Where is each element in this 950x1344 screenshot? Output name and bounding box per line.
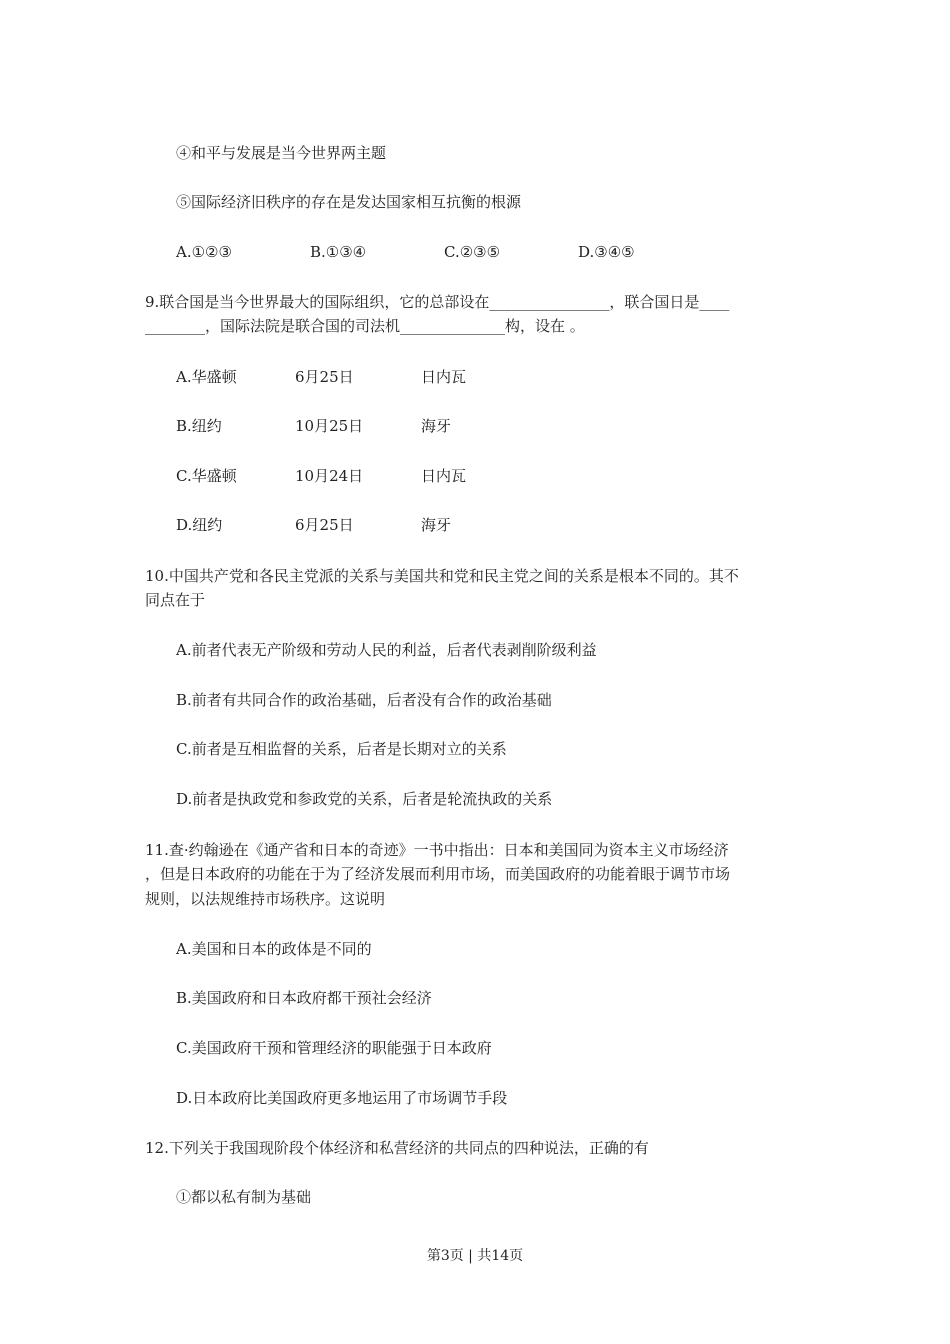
q11-stem-line-3: 规则，以法规维持市场秩序。这说明: [145, 890, 386, 908]
option-date: 6月25日: [295, 516, 354, 534]
q11-stem-line-2: ，但是日本政府的功能在于为了经济发展而利用市场，而美国政府的功能着眼于调节市场: [145, 865, 731, 883]
option-place: 海牙: [421, 516, 452, 534]
q8-option-b: B.①③④: [310, 243, 367, 261]
q12-stem: 12.下列关于我国现阶段个体经济和私营经济的共同点的四种说法，正确的有: [145, 1139, 649, 1157]
q10-option-d: D.前者是执政党和参政党的关系，后者是轮流执政的关系: [176, 790, 553, 808]
page-footer: 第3页 | 共14页: [426, 1248, 524, 1264]
q10-stem-line-1: 10.中国共产党和各民主党派的关系与美国共和党和民主党之间的关系是根本不同的。其不: [145, 567, 739, 585]
option-label: C.华盛顿: [176, 467, 237, 485]
q11-option-d: D.日本政府比美国政府更多地运用了市场调节手段: [176, 1089, 508, 1107]
q10-option-a: A.前者代表无产阶级和劳动人民的利益，后者代表剥削阶级利益: [176, 641, 597, 659]
option-date: 10月24日: [295, 467, 364, 485]
option-place: 日内瓦: [421, 368, 467, 386]
option-date: 6月25日: [295, 368, 354, 386]
q8-option-d: D.③④⑤: [578, 243, 635, 261]
q10-stem-line-2: 同点在于: [145, 591, 206, 609]
option-place: 海牙: [421, 417, 452, 435]
q8-item-4: ④和平与发展是当今世界两主题: [176, 144, 387, 162]
option-label: A.华盛顿: [176, 368, 237, 386]
q11-stem-line-1: 11.查·约翰逊在《通产省和日本的奇迹》一书中指出：日本和美国同为资本主义市场经济: [145, 841, 729, 859]
option-place: 日内瓦: [421, 467, 467, 485]
option-date: 10月25日: [295, 417, 364, 435]
q9-stem-line-2: ________，国际法院是联合国的司法机______________构，设在 。: [145, 317, 585, 335]
q8-option-a: A.①②③: [176, 243, 232, 261]
q9-stem-line-1: 9.联合国是当今世界最大的国际组织，它的总部设在________________，联合国日是____: [145, 293, 730, 311]
option-label: D.纽约: [176, 516, 223, 534]
q11-option-a: A.美国和日本的政体是不同的: [176, 940, 372, 958]
q10-option-b: B.前者有共同合作的政治基础，后者没有合作的政治基础: [176, 691, 552, 709]
q12-item-1: ①都以私有制为基础: [176, 1188, 312, 1206]
q8-item-5: ⑤国际经济旧秩序的存在是发达国家相互抗衡的根源: [176, 193, 522, 211]
q11-option-b: B.美国政府和日本政府都干预社会经济: [176, 989, 432, 1007]
option-label: B.纽约: [176, 417, 222, 435]
q8-option-c: C.②③⑤: [444, 243, 501, 261]
q11-option-c: C.美国政府干预和管理经济的职能强于日本政府: [176, 1039, 492, 1057]
q10-option-c: C.前者是互相监督的关系，后者是长期对立的关系: [176, 740, 507, 758]
